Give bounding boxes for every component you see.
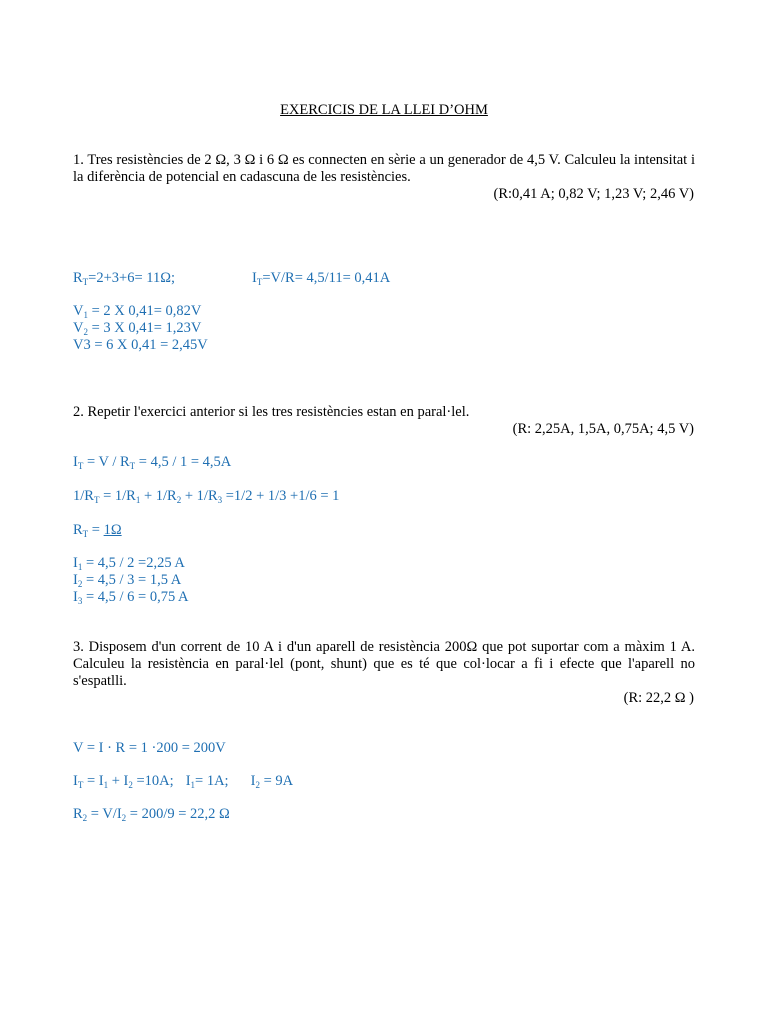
- ex1-v2: $V_2 = 3$ X 0,41= 1,23V: [73, 320, 202, 337]
- exercise-1-answer: (R:0,41 A; 0,82 V; 1,23 V; 2,46 V): [493, 186, 694, 202]
- document-title: EXERCICIS DE LA LLEI D’OHM: [280, 102, 488, 118]
- exercise-2-answer: (R: 2,25A, 1,5A, 0,75A; 4,5 V): [512, 421, 694, 437]
- ex2-inverse-resistance: $1/R_T = 1/R_1 + 1/R_2 + 1/R_3 =1/2 + 1/3 +1/6 = 1$: [73, 488, 340, 505]
- ex1-total-current: $I_T=V/R= 4,5/11= 0,41A$: [252, 270, 391, 287]
- ex2-i3: $I_3 = 4,5 / 6 = 0,75$ A: [73, 589, 189, 606]
- ex2-total-current: $I_T = V / R_T = 4,5 / 1 = 4,5A$: [73, 454, 232, 471]
- ex1-v3: V3 = 6 X 0,41 = 2,45V: [73, 337, 208, 353]
- exercise-2-statement: 2. Repetir l'exercici anterior si les tres resistències estan en paral·lel.: [73, 404, 470, 420]
- ex2-total-resistance: $R_T = 1\Omega$: [73, 522, 122, 539]
- ex3-voltage: V = I · R = 1 ·200 = 200V: [73, 740, 226, 756]
- ex2-i1: $I_1 = 4,5 / 2 =2,25$ A: [73, 555, 185, 572]
- ex3-currents: $I_T = I_1 + I_2 =10A$; $I_1= 1A$; $I_2 = 9A$: [73, 773, 294, 790]
- exercise-1-statement: 1. Tres resistències de 2 Ω, 3 Ω i 6 Ω es connecten en sèrie a un generador de 4,5 V. Calculeu la intensitat i la diferència de potencial en cadascuna de les resistències.: [73, 152, 695, 185]
- ex1-total-resistance: $R_T=2+3+6= 11\Omega$;: [73, 270, 176, 287]
- exercise-3-answer: (R: 22,2 Ω ): [623, 690, 694, 706]
- exercise-3-statement: 3. Disposem d'un corrent de 10 A i d'un aparell de resistència 200Ω que pot suportar com a màxim 1 A. Calculeu la resistència en paral·lel (pont, shunt) que es té que col·locar a fi i efecte que l'aparell no s'espatlli.: [73, 639, 695, 689]
- ex1-v1: $V_1 = 2$ X 0,41= 0,82V: [73, 303, 202, 320]
- ex3-r2: $R_2 = V/I_2 = 200/9 = 22,2$ Ω: [73, 806, 230, 823]
- ex2-i2: $I_2 = 4,5 / 3 = 1,5$ A: [73, 572, 182, 589]
